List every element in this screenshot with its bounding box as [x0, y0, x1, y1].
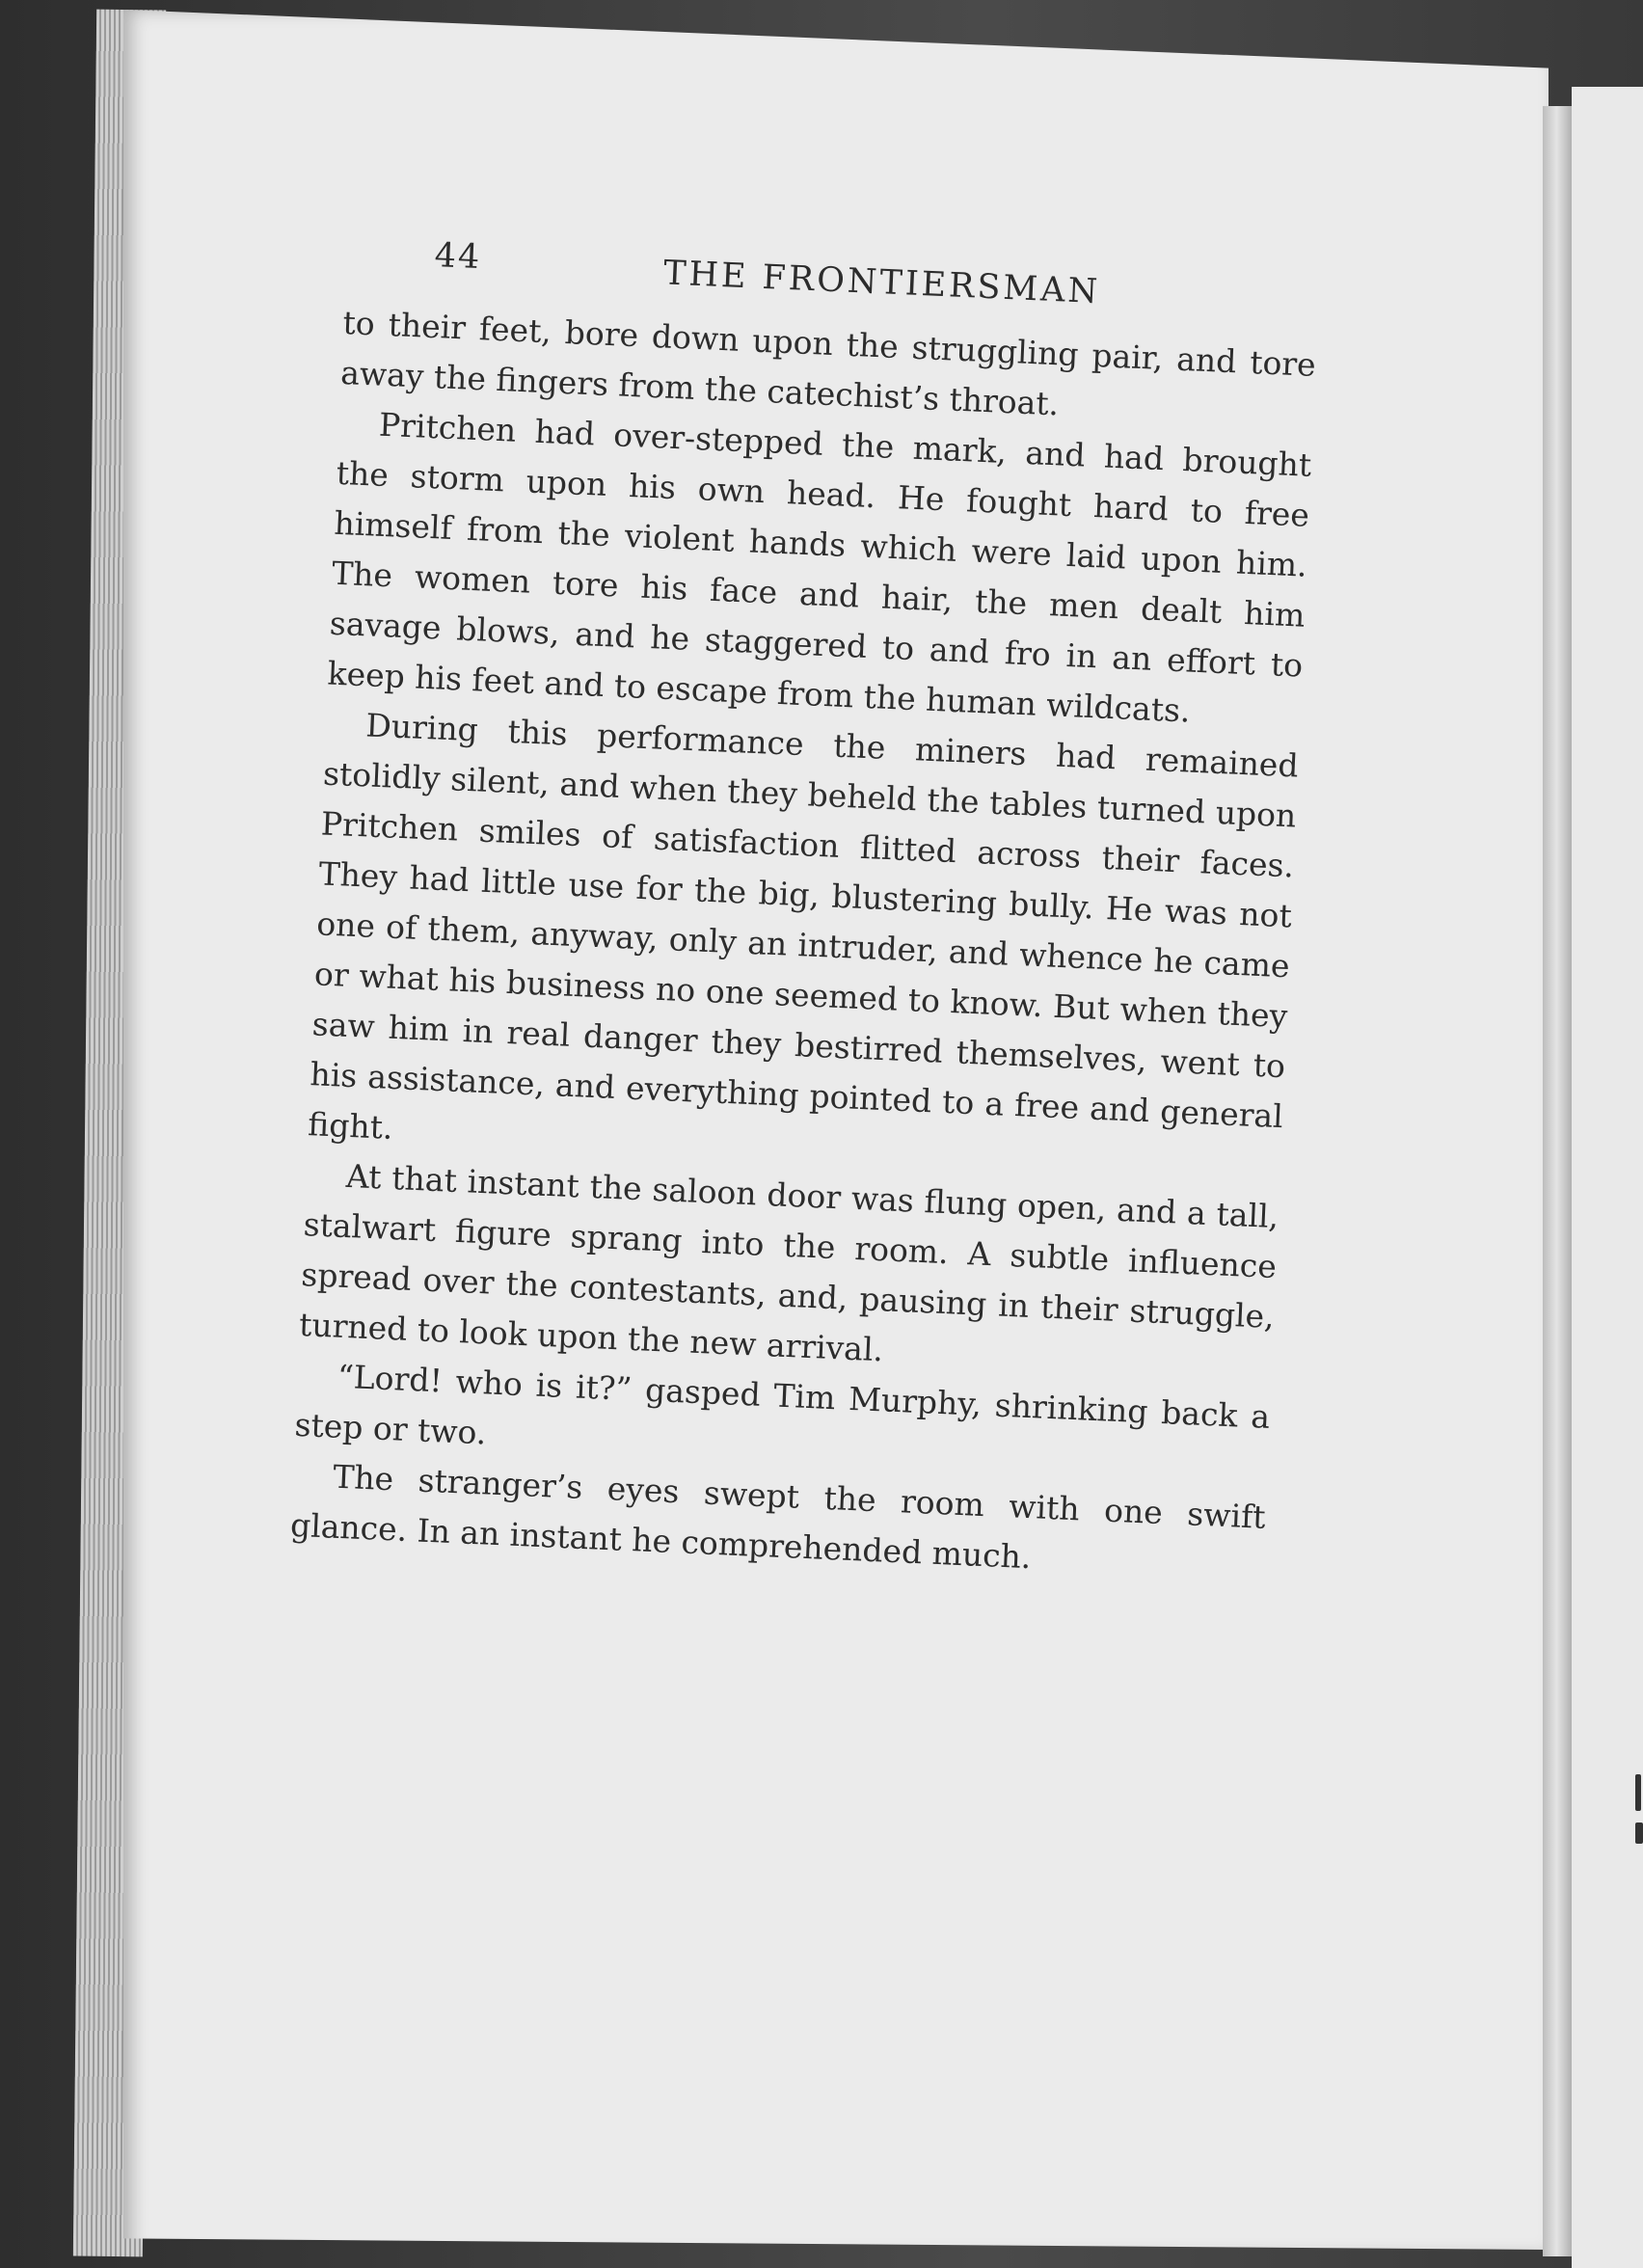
facing-page-strip	[1572, 87, 1643, 2268]
paragraph: Pritchen had over-stepped the mark, and had brought the storm upon his own head. He fought hard to free himself from the violent hands which were laid upon him. The women tore his face and hair, the men dealt him savage blows, and he staggered to and fro in an effort to keep his feet and to escape from the human wildcats.	[326, 405, 1313, 730]
paragraph: At that instant the saloon door was flung open, and a tall, stalwart figure sprang into the room. A subtle influence spread over the contestants, and, pausing in their struggle, turned to look upon the new arrival.	[298, 1156, 1279, 1369]
paragraph: The stranger’s eyes swept the room with one swift glance. In an instant he comprehended much.	[289, 1457, 1267, 1577]
page-text-block	[289, 227, 1320, 1593]
facing-page-text-fragment	[1635, 1822, 1643, 1844]
paragraph: During this performance the miners had remained stolidly silent, and when they beheld the tables turned upon Pritchen smiles of satisfaction flitted across their faces. They had little use for the big, blustering bully. He was not one of them, anyway, only an intruder, and whence he came or what his business no one seemed to know. But when they saw him in real danger they bestirred themselves, went to his assistance, and everything pointed to a free and general fight.	[307, 706, 1300, 1147]
paragraph: to their feet, bore down upon the struggling pair, and tore away the fingers from the catechist’s throat.	[339, 303, 1317, 423]
facing-page-text-fragment	[1635, 1774, 1641, 1811]
page-number: 44	[433, 236, 483, 278]
paragraph: “Lord! who is it?” gasped Tim Murphy, shrinking back a step or two.	[293, 1357, 1271, 1452]
running-title: THE FRONTIERSMAN	[662, 254, 1101, 312]
